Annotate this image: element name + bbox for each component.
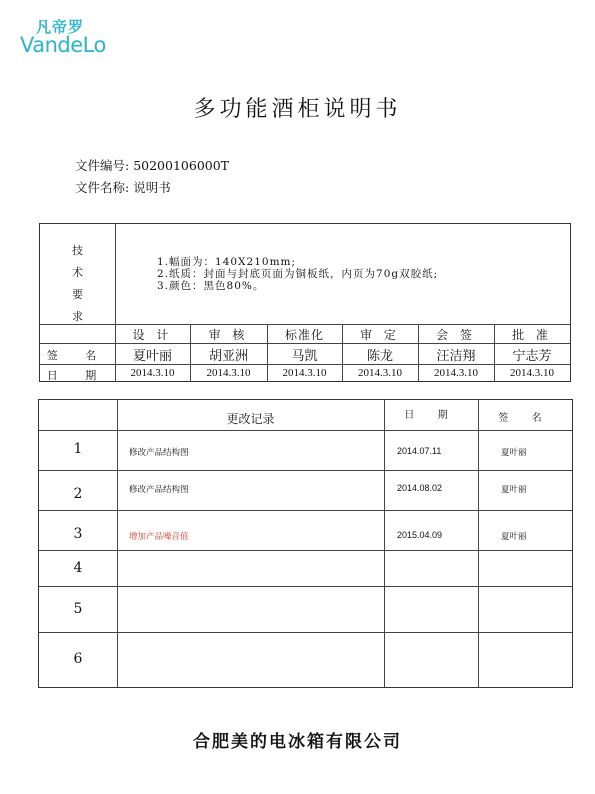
tech-label-char: 术 <box>72 266 83 279</box>
change-date-header: 日 期 <box>404 410 458 421</box>
signature-countersign: 汪洁翔 <box>436 349 476 364</box>
signature-review: 胡亚洲 <box>208 349 248 364</box>
header-review: 审 核 <box>208 328 249 342</box>
doc-number-value: 50200106000T <box>133 158 230 173</box>
change-record-table <box>38 399 573 688</box>
doc-name-value: 说明书 <box>133 180 171 195</box>
tech-requirement-line: 1.幅面为：140X210mm; <box>157 256 297 268</box>
date-countersign: 2014.3.10 <box>434 367 478 379</box>
change-row-number: 6 <box>73 651 83 667</box>
logo-english-text: VandeLo <box>20 33 106 57</box>
change-row-number: 4 <box>73 560 83 576</box>
tech-label-char: 求 <box>72 310 83 323</box>
change-row-sign: 夏叶丽 <box>501 485 527 495</box>
change-row-number: 1 <box>73 441 83 457</box>
doc-name-label: 文件名称: <box>75 180 130 195</box>
change-row-date: 2014.07.11 <box>397 446 442 456</box>
document-title: 多功能酒柜说明书 <box>193 97 402 122</box>
doc-name-line <box>75 178 171 196</box>
change-row-content: 修改产品结构图 <box>129 485 189 495</box>
sign-row-label: 签 名 <box>46 349 109 362</box>
change-row-number: 3 <box>73 526 83 542</box>
change-row-sign: 夏叶丽 <box>501 532 527 542</box>
change-row-content: 增加产品噪音值 <box>129 532 189 542</box>
change-sign-header: 签 名 <box>498 413 552 424</box>
signature-approve-final: 陈龙 <box>366 349 393 364</box>
header-approve-final: 审 定 <box>360 328 400 342</box>
date-authorize: 2014.3.10 <box>510 367 554 379</box>
header-authorize: 批 准 <box>512 328 552 342</box>
date-review: 2014.3.10 <box>206 367 251 379</box>
header-standardization: 标准化 <box>284 328 324 342</box>
change-row-sign: 夏叶丽 <box>501 448 527 458</box>
tech-label-char: 技 <box>72 244 83 257</box>
vandelo-logo <box>20 16 110 56</box>
date-design: 2014.3.10 <box>130 367 175 379</box>
change-row-content: 修改产品结构图 <box>129 448 189 458</box>
date-approve-final: 2014.3.10 <box>358 367 402 379</box>
tech-requirement-line: 2.纸质：封面与封底页面为铜板纸，内页为70g双胶纸; <box>157 268 439 280</box>
change-row-date: 2015.04.09 <box>397 530 443 540</box>
tech-label-char: 要 <box>72 288 83 301</box>
change-row-number: 5 <box>73 601 83 617</box>
date-row-label: 日 期 <box>46 369 109 382</box>
doc-number-label: 文件编号: <box>75 158 130 173</box>
change-row-date: 2014.08.02 <box>397 483 443 493</box>
change-row-number: 2 <box>73 486 83 502</box>
date-standardization: 2014.3.10 <box>282 367 327 379</box>
company-name: 合肥美的电冰箱有限公司 <box>193 732 402 752</box>
signature-design: 夏叶丽 <box>132 349 172 364</box>
signature-standardization: 马凯 <box>291 349 318 364</box>
doc-number-line <box>75 156 229 174</box>
header-countersign: 会 签 <box>436 328 476 342</box>
header-design: 设 计 <box>132 328 173 342</box>
logo-chinese-text: 凡帝罗 <box>36 18 85 36</box>
signature-authorize: 宁志芳 <box>512 349 552 364</box>
change-record-header: 更改记录 <box>226 412 275 426</box>
approval-table <box>39 223 571 382</box>
tech-requirement-line: 3.颜色：黑色80%。 <box>157 280 265 292</box>
